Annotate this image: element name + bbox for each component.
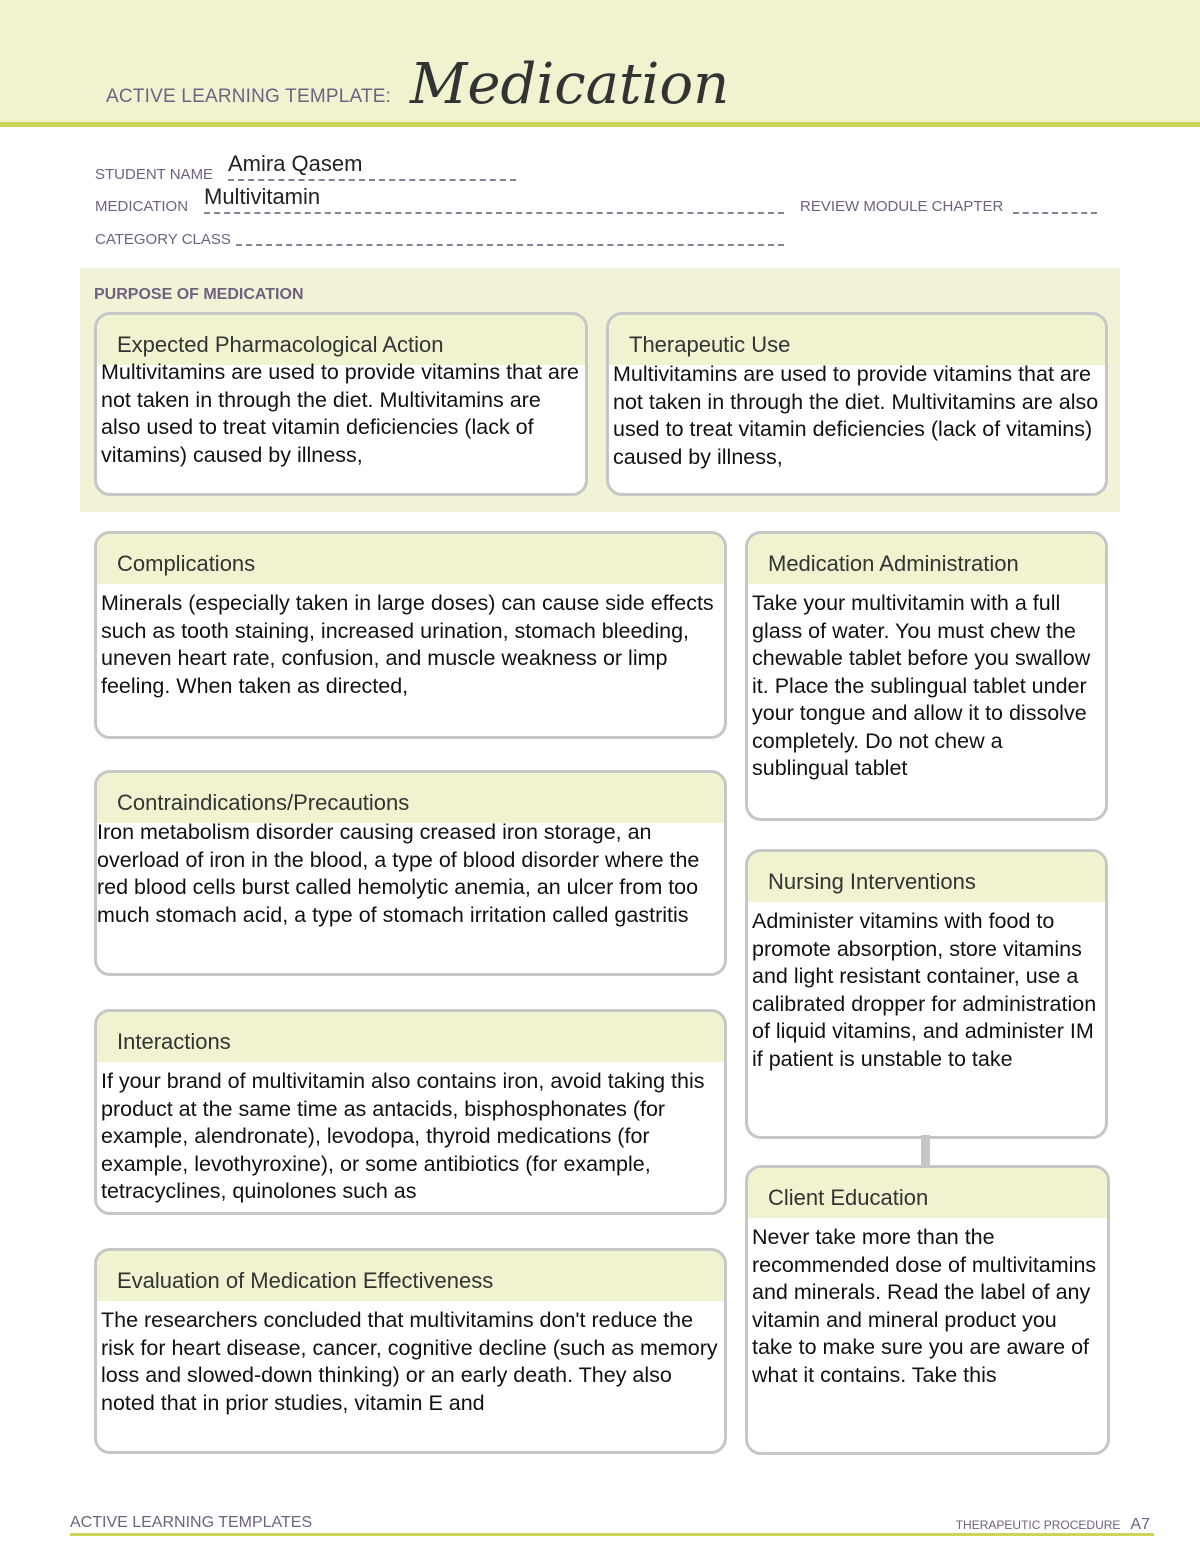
box-text: Multivitamins are used to provide vitamins that are not taken in through the diet. Multivitamins are also used to treat vitamin deficiencies (lack of vitamins) caused by illness, [613, 362, 1099, 469]
student-name-label: STUDENT NAME [95, 166, 214, 183]
box-text: Multivitamins are used to provide vitamins that are not taken in through the diet. Multivitamins are also used to treat vitamin deficiencies (lack of vitamins) caused by illness, [101, 360, 579, 467]
administration-box [745, 531, 1108, 821]
footer-section: THERAPEUTIC PROCEDURE [955, 1518, 1121, 1532]
box-title: Expected Pharmacological Action [97, 315, 585, 365]
page-number: A7 [1130, 1516, 1150, 1533]
box-title: Interactions [97, 1012, 724, 1062]
student-name-field[interactable]: Amira Qasem [228, 151, 363, 176]
contraindications-box [94, 770, 727, 976]
box-title: Complications [97, 534, 724, 584]
box-text: The researchers concluded that multivitamins don't reduce the risk for heart disease, cancer, cognitive decline (such as memory loss and slowed-down thinking) or an early death. They also noted that in prior studies, vitamin E and [101, 1308, 718, 1415]
box-text: Never take more than the recommended dose of multivitamins and minerals. Read the label of any vitamin and mineral product you take to make sure you are aware of what it contains. Take this [752, 1225, 1097, 1387]
medication-line [204, 212, 784, 214]
box-title: Contraindications/Precautions [97, 773, 724, 823]
box-text: Administer vitamins with food to promote absorption, store vitamins and light resistant container, use a calibrated dropper for administration of liquid vitamins, and administer IM if patient is unstable to take [752, 909, 1097, 1071]
expected-action-box [94, 312, 588, 496]
page-title: Medication [410, 52, 730, 117]
footer-rule [70, 1533, 1154, 1536]
box-text: If your brand of multivitamin also contains iron, avoid taking this product at the same time as antacids, bisphosphonates (for example, alendronate), levodopa, thyroid medications (for example, levothyroxine), or some antibiotics (for example, tetracyclines, quinolones such as [101, 1069, 705, 1203]
box-title: Evaluation of Medication Effectiveness [97, 1251, 724, 1301]
category-class-field[interactable] [236, 244, 784, 246]
footer-left: ACTIVE LEARNING TEMPLATES [70, 1514, 313, 1531]
connector [921, 1135, 930, 1167]
complications-box [94, 531, 727, 739]
client-education-box [745, 1165, 1110, 1455]
purpose-heading: PURPOSE OF MEDICATION [94, 286, 304, 303]
footer-right [956, 1516, 1150, 1534]
medication-label: MEDICATION [95, 198, 189, 215]
template-label: ACTIVE LEARNING TEMPLATE: [106, 86, 392, 107]
box-text: Take your multivitamin with a full glass of water. You must chew the chewable tablet before you swallow it. Place the sublingual tablet under your tongue and allow it to dissolve completely. Do not chew a sublingual tablet [752, 591, 1091, 780]
review-module-label: REVIEW MODULE CHAPTER [800, 198, 1004, 215]
box-title: Therapeutic Use [609, 315, 1105, 365]
medication-field[interactable]: Multivitamin [204, 184, 321, 209]
student-name-line [228, 179, 516, 181]
box-text: Iron metabolism disorder causing creased iron storage, an overload of iron in the blood, a type of blood disorder where the red blood cells burst called hemolytic anemia, an ulcer from too much stomach acid, a type of stomach irritation called gastritis [97, 820, 700, 927]
evaluation-box [94, 1248, 727, 1454]
therapeutic-use-box [606, 312, 1108, 496]
nursing-interventions-box [745, 849, 1108, 1139]
interactions-box [94, 1009, 727, 1215]
header-banner [0, 0, 1200, 127]
box-title: Nursing Interventions [748, 852, 1105, 902]
review-module-field[interactable] [1013, 212, 1097, 214]
box-text: Minerals (especially taken in large doses) can cause side effects such as tooth staining, increased urination, stomach bleeding, uneven heart rate, confusion, and muscle weakness or limp feeling. When taken as directed, [101, 591, 714, 698]
box-title: Medication Administration [748, 534, 1105, 584]
box-title: Client Education [748, 1168, 1107, 1218]
category-class-label: CATEGORY CLASS [95, 231, 231, 248]
